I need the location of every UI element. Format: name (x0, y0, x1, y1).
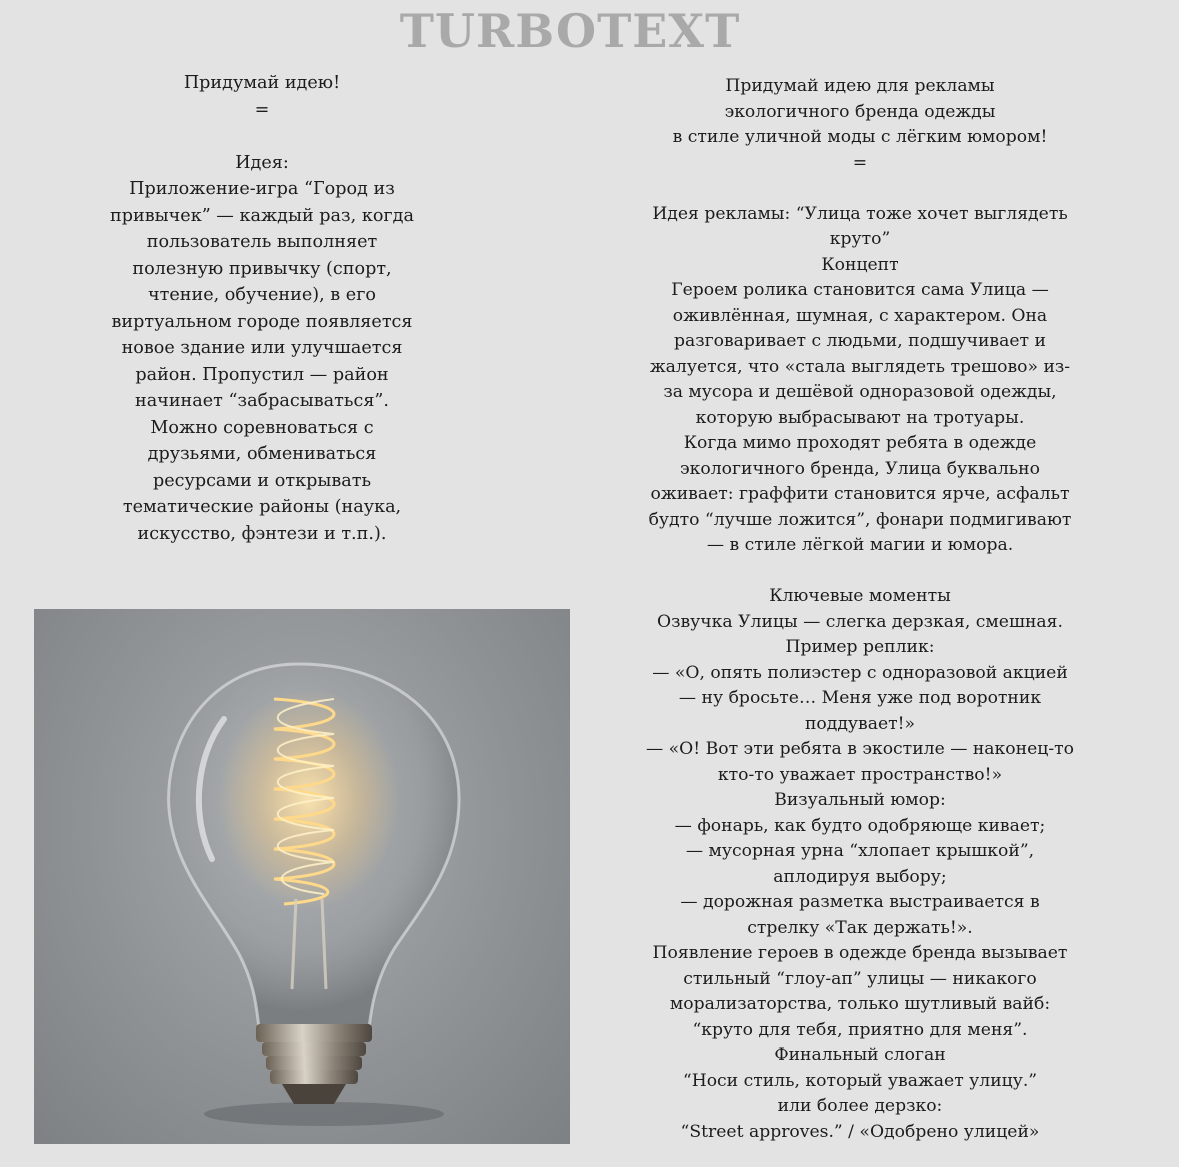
left-text-line: виртуальном городе появляется (111, 311, 413, 332)
left-text-line: Можно соревноваться с (150, 417, 374, 438)
right-text-line: морализаторства, только шутливый вайб: (669, 994, 1051, 1014)
right-text-line: будто “лучше ложится”, фонари подмигивают (648, 509, 1072, 530)
right-text-line: которую выбрасывают на тротуары. (695, 407, 1025, 428)
right-text-line: или более дерзко: (777, 1096, 943, 1116)
left-text-line: ресурсами и открывать (152, 470, 372, 491)
right-text-line: “Носи стиль, который уважает улицу.” (682, 1070, 1038, 1091)
right-text-line: экологичного бренда одежды (724, 101, 996, 122)
right-text-line (610, 559, 1110, 585)
right-text-line: оживлённая, шумная, с характером. Она (672, 305, 1048, 326)
right-text-line: оживает: граффити становится ярче, асфальт (650, 484, 1070, 504)
right-text-line (610, 176, 1110, 202)
brand-watermark: TURBOTEXT (399, 4, 741, 58)
left-text-line: Идея: (235, 152, 289, 173)
right-text-line: за мусора и дешёвой одноразовой одежды, (663, 382, 1057, 402)
left-text-line (66, 123, 458, 150)
right-text-line: — фонарь, как будто одобряюще кивает; (674, 815, 1046, 836)
right-text-line: — в стиле лёгкой магии и юмора. (706, 535, 1014, 555)
left-text-line: начинает “забрасываться”. (134, 391, 390, 411)
right-text-line: — «О, опять полиэстер с одноразовой акцией (652, 662, 1068, 683)
right-text-line: жалуется, что «стала выглядеть трешово» из- (649, 356, 1071, 377)
right-idea-text (610, 74, 1110, 1145)
right-text-line: Озвучка Улицы — слегка дерзкая, смешная. (657, 611, 1063, 632)
left-text-line: район. Пропустил — район (135, 364, 389, 385)
right-text-line: — мусорная урна “хлопает крышкой”, (685, 841, 1035, 861)
right-text-line: — ну бросьте… Меня уже под воротник (678, 688, 1042, 708)
right-text-line: стрелку «Так держать!». (747, 917, 973, 938)
lightbulb-image (34, 609, 570, 1144)
left-text-line: чтение, обучение), в его (147, 285, 377, 305)
right-text-line: Ключевые моменты (769, 586, 951, 606)
left-text-line: = (254, 99, 270, 120)
right-text-line: аплодируя выбору; (773, 866, 947, 887)
left-text-line: привычек” — каждый раз, когда (110, 205, 414, 226)
lightbulb-icon (34, 609, 570, 1144)
right-text-line: Визуальный юмор: (774, 790, 946, 810)
left-text-line: Приложение-игра “Город из (129, 179, 395, 199)
right-text-line: Когда мимо проходят ребята в одежде (683, 433, 1037, 453)
right-text-line: поддувает!» (804, 713, 916, 734)
right-text-line: = (852, 152, 868, 173)
left-idea-text (66, 70, 458, 547)
left-text-line: тематические районы (наука, (122, 497, 402, 517)
right-text-line: Финальный слоган (774, 1045, 946, 1065)
right-text-line: Появление героев в одежде бренда вызывает (652, 943, 1068, 963)
left-text-line: искусство, фэнтези и т.п.). (137, 523, 387, 544)
left-text-line: Придумай идею! (183, 73, 341, 93)
right-text-line: — «О! Вот эти ребята в экостиле — наконец-то (645, 739, 1074, 759)
right-text-line: в стиле уличной моды с лёгким юмором! (672, 127, 1048, 147)
right-text-line: — дорожная разметка выстраивается в (680, 892, 1040, 912)
left-text-line: пользователь выполняет (146, 232, 378, 252)
right-text-line: круто” (829, 229, 891, 249)
right-text-line: стильный “глоу-ап” улицы — никакого (683, 968, 1037, 989)
right-text-line: разговаривает с людьми, подшучивает и (674, 331, 1046, 351)
right-text-line: “Street approves.” / «Одобрено улицей» (680, 1121, 1040, 1142)
right-text-line: “круто для тебя, приятно для меня”. (692, 1019, 1028, 1040)
left-text-line: полезную привычку (спорт, (132, 258, 392, 279)
left-text-line: новое здание или улучшается (121, 338, 403, 358)
right-text-line: Героем ролика становится сама Улица — (671, 280, 1049, 300)
right-text-line: Идея рекламы: “Улица тоже хочет выглядеть (652, 203, 1068, 224)
left-text-line: друзьями, обмениваться (147, 444, 377, 464)
right-text-line: экологичного бренда, Улица буквально (680, 458, 1040, 479)
right-text-line: Концепт (821, 254, 899, 275)
right-text-line: Придумай идею для рекламы (725, 76, 995, 96)
right-text-line: Пример реплик: (785, 637, 935, 657)
right-text-line: кто-то уважает пространство!» (717, 764, 1003, 785)
